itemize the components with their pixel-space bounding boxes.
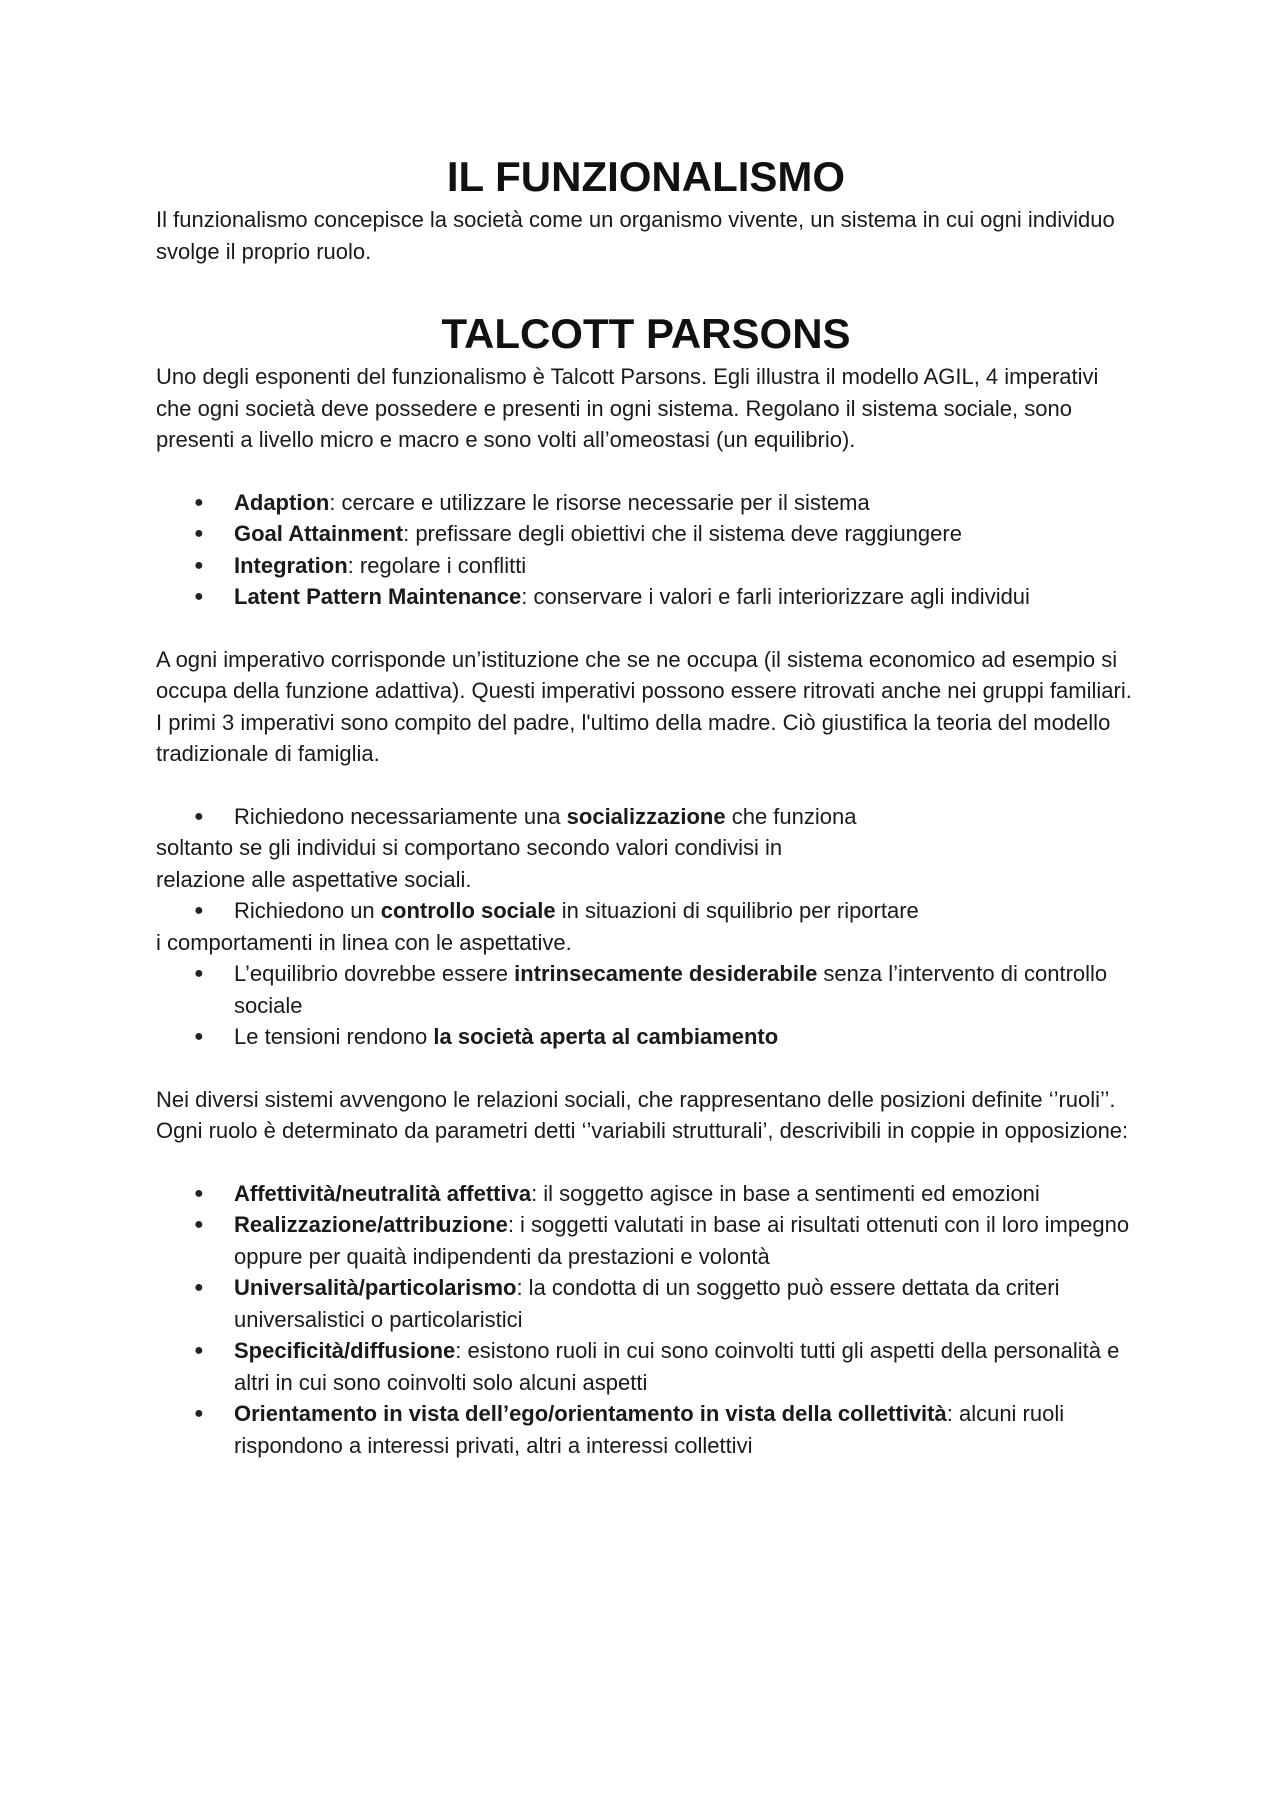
requirement-tensioni xyxy=(156,1021,1136,1053)
requirement-continuation: i comportamenti in linea con le aspettative. xyxy=(156,929,572,955)
variable-term: Affettività/neutralità affettiva xyxy=(234,1180,532,1206)
agil-term: Goal Attainment xyxy=(234,521,404,546)
title-funzionalismo: IL FUNZIONALISMO xyxy=(446,153,846,200)
variable-desc: : il soggetto agisce in base a sentimenti ed emozioni xyxy=(531,1180,1040,1206)
variable-desc: : alcuni ruoli rispondono a interessi privati, altri a interessi collettivi xyxy=(234,1401,1065,1458)
requirement-text: senza l’intervento di controllo sociale xyxy=(234,961,1108,1018)
requirement-text: Richiedono necessariamente una xyxy=(234,803,567,829)
intro-parsons: Uno degli esponenti del funzionalismo è Talcott Parsons. Egli illustra il modello AGIL, 4 imperativi che ogni società deve possedere e presenti in ogni sistema. Regolano il sistema sociale, sono presenti a livello micro e macro e sono volti all’omeostasi (un equilibrio). xyxy=(156,364,1099,452)
document-page xyxy=(156,150,1136,1461)
requirement-bold: controllo sociale xyxy=(380,898,556,923)
requirement-text: che funziona xyxy=(725,803,857,829)
agil-desc: : cercare e utilizzare le risorse necessarie per il sistema xyxy=(329,489,870,515)
requirement-text: L’equilibrio dovrebbe essere xyxy=(234,961,515,986)
variable-orientamento xyxy=(156,1398,1136,1461)
requirement-bold: intrinsecamente desiderabile xyxy=(514,961,818,986)
agil-term: Latent Pattern Maintenance xyxy=(234,584,522,609)
requirement-text: Richiedono un xyxy=(234,898,381,923)
requirement-socializzazione xyxy=(156,801,1136,896)
structural-variables-list xyxy=(156,1178,1136,1462)
agil-term: Integration xyxy=(234,552,348,578)
variable-affettivita xyxy=(156,1178,1136,1210)
requirement-text: in situazioni di squilibrio per riportare xyxy=(555,898,919,923)
variable-desc: : la condotta di un soggetto può essere dettata da criteri universalistici o particolaristici xyxy=(234,1275,1060,1332)
agil-item-goal-attainment xyxy=(156,518,1136,550)
agil-item-latent-pattern xyxy=(156,581,1136,613)
variable-desc: : esistono ruoli in cui sono coinvolti tutti gli aspetti della personalità e altri in cui sono coinvolti solo alcuni aspetti xyxy=(234,1338,1120,1395)
variable-term: Specificità/diffusione xyxy=(234,1338,456,1363)
variable-term: Orientamento in vista dell’ego/orientamento in vista della collettività xyxy=(234,1401,947,1426)
requirement-continuation: relazione alle aspettative sociali. xyxy=(156,866,472,892)
requirement-bold: la società aperta al cambiamento xyxy=(433,1024,779,1049)
agil-desc: : regolare i conflitti xyxy=(347,552,527,578)
variable-term: Universalità/particolarismo xyxy=(234,1275,517,1300)
requirement-continuation: soltanto se gli individui si comportano secondo valori condivisi in xyxy=(156,835,783,860)
institutions-paragraph: A ogni imperativo corrisponde un’istituzione che se ne occupa (il sistema economico ad esempio si occupa della funzione adattiva). Questi imperativi possono essere ritrovati anche nei gruppi familiari. I primi 3 imperativi sono compito del padre, l'ultimo della madre. Ciò giustifica la teoria del modello tradizionale di famiglia. xyxy=(156,646,1132,766)
agil-term: Adaption xyxy=(234,489,330,515)
agil-item-adaption xyxy=(156,487,1136,519)
agil-desc: : conservare i valori e farli interiorizzare agli individui xyxy=(521,584,1030,609)
variable-desc: : i soggetti valutati in base ai risultati ottenuti con il loro impegno oppure per quaità indipendenti da prestazioni e volontà xyxy=(234,1212,1130,1269)
roles-paragraph: Nei diversi sistemi avvengono le relazioni sociali, che rappresentano delle posizioni definite ‘’ruoli’’. Ogni ruolo è determinato da parametri detti ‘’variabili strutturali’, descrivibili in coppie in opposizione: xyxy=(156,1086,1129,1143)
agil-list xyxy=(156,487,1136,613)
variable-term: Realizzazione/attribuzione xyxy=(234,1212,508,1237)
intro-funzionalismo: Il funzionalismo concepisce la società come un organismo vivente, un sistema in cui ogni individuo svolge il proprio ruolo. xyxy=(156,207,1115,264)
requirement-equilibrio xyxy=(156,958,1136,1021)
title-talcott-parsons: TALCOTT PARSONS xyxy=(441,310,851,357)
agil-item-integration xyxy=(156,550,1136,582)
variable-universalita xyxy=(156,1272,1136,1335)
requirement-bold: socializzazione xyxy=(566,803,726,829)
variable-realizzazione xyxy=(156,1209,1136,1272)
requirement-controllo-sociale xyxy=(156,895,1136,958)
requirement-text: Le tensioni rendono xyxy=(234,1024,434,1049)
agil-desc: : prefissare degli obiettivi che il sistema deve raggiungere xyxy=(403,521,962,546)
variable-specificita xyxy=(156,1335,1136,1398)
requirements-list xyxy=(156,801,1136,1053)
